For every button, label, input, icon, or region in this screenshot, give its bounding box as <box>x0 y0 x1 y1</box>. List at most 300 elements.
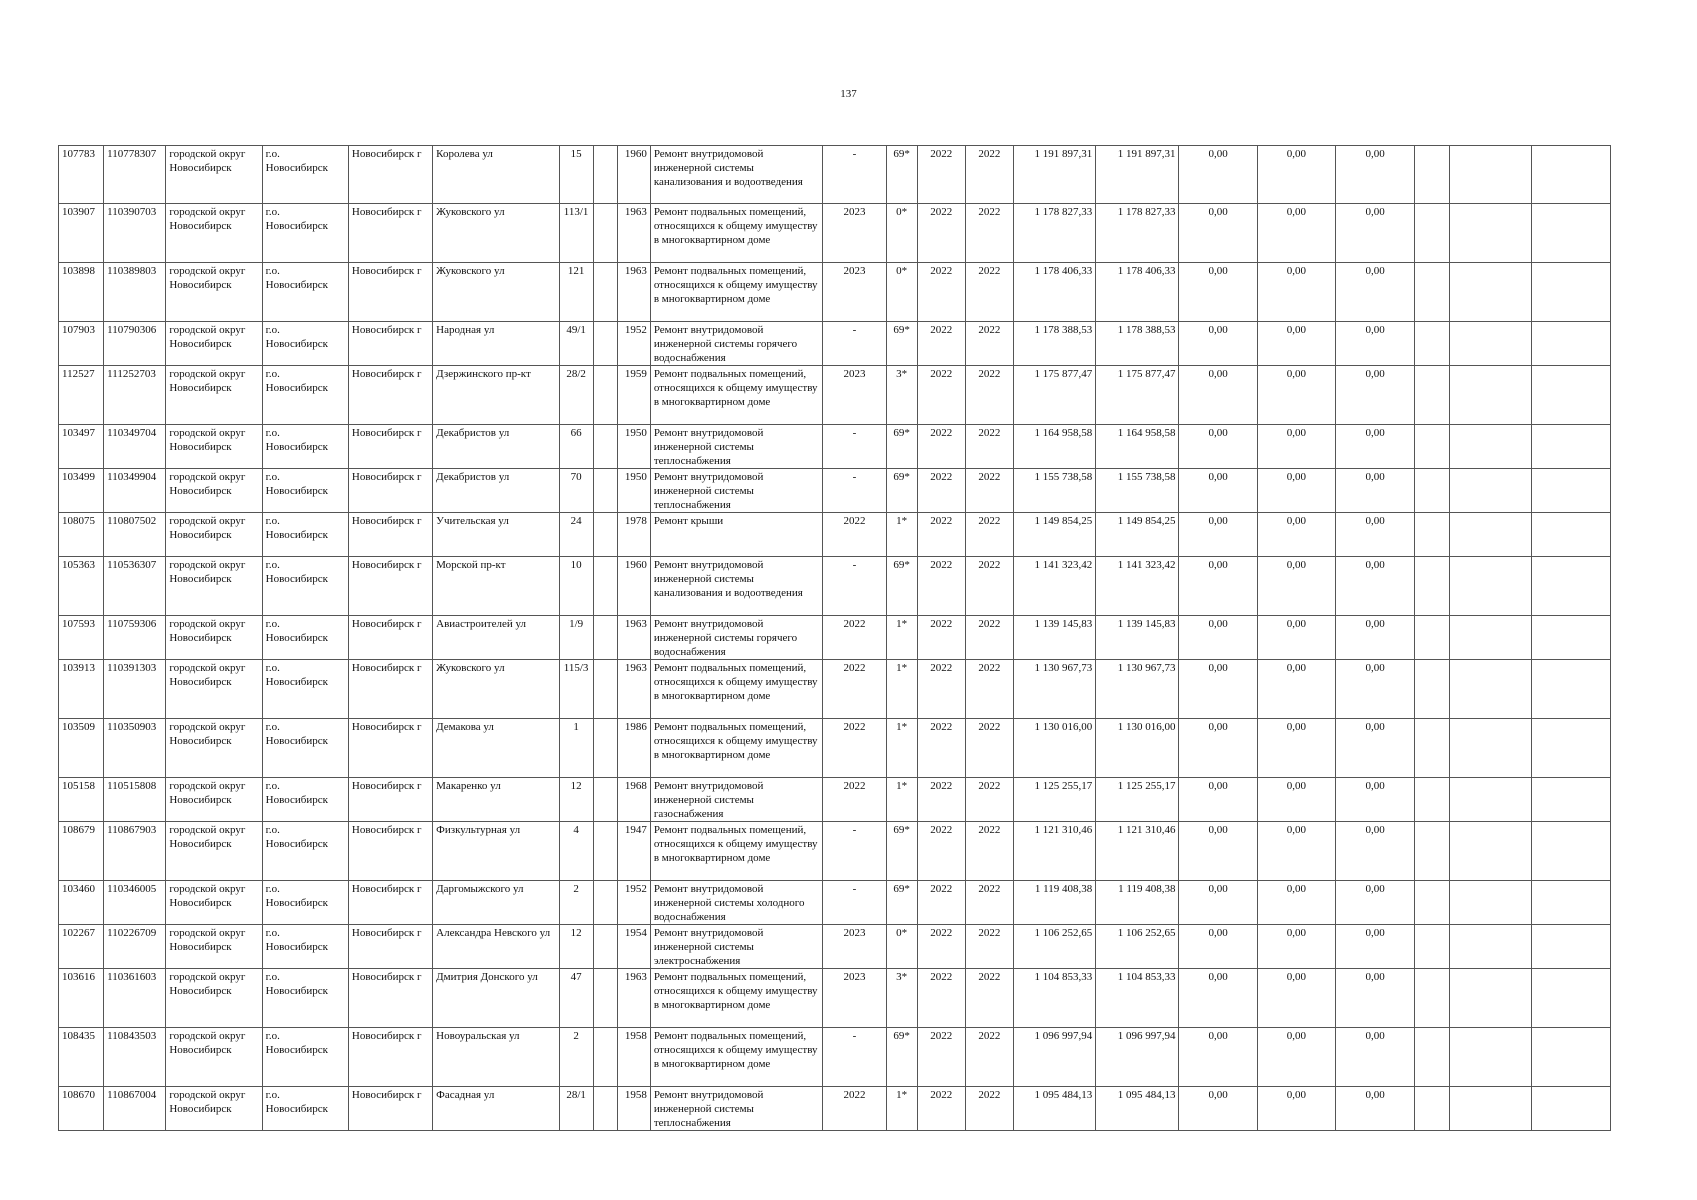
house-number-cell: 66 <box>559 425 593 469</box>
extra3-cell <box>1531 778 1610 822</box>
table-row <box>59 425 1611 469</box>
district-cell: городской округ Новосибирск <box>166 822 262 881</box>
extra1-cell <box>1415 1028 1450 1087</box>
value3-cell: 0,00 <box>1335 204 1414 263</box>
extra2-cell <box>1450 425 1531 469</box>
cost-fund-cell: 1 191 897,31 <box>1096 146 1179 204</box>
extra2-cell <box>1450 719 1531 778</box>
extra1-cell <box>1415 822 1450 881</box>
extra3-cell <box>1531 1028 1610 1087</box>
extra2-cell <box>1450 513 1531 557</box>
work-type-cell: Ремонт внутридомовой инженерной системы газоснабжения <box>650 778 823 822</box>
cost-total-cell: 1 155 738,58 <box>1013 469 1095 513</box>
municipality-cell: г.о. Новосибирск <box>262 1028 348 1087</box>
cost-fund-cell: 1 178 406,33 <box>1096 263 1179 322</box>
value1-cell: 0,00 <box>1179 513 1257 557</box>
plan-start-year-cell: 2022 <box>917 513 965 557</box>
table-row <box>59 925 1611 969</box>
extra3-cell <box>1531 881 1610 925</box>
house-number-cell: 1/9 <box>559 616 593 660</box>
row-code-cell: 110790306 <box>104 322 166 366</box>
survey-year-cell: 2023 <box>823 925 886 969</box>
value2-cell: 0,00 <box>1257 425 1335 469</box>
wear-cell: 69* <box>886 557 917 616</box>
value1-cell: 0,00 <box>1179 660 1257 719</box>
table-row <box>59 366 1611 425</box>
row-id-cell: 103497 <box>59 425 104 469</box>
extra1-cell <box>1415 925 1450 969</box>
block-cell <box>593 616 617 660</box>
street-cell: Декабристов ул <box>433 425 559 469</box>
cost-total-cell: 1 178 406,33 <box>1013 263 1095 322</box>
survey-year-cell: 2022 <box>823 719 886 778</box>
row-code-cell: 110389803 <box>104 263 166 322</box>
plan-start-year-cell: 2022 <box>917 263 965 322</box>
extra1-cell <box>1415 881 1450 925</box>
value2-cell: 0,00 <box>1257 616 1335 660</box>
value1-cell: 0,00 <box>1179 881 1257 925</box>
city-cell: Новосибирск г <box>348 660 432 719</box>
value3-cell: 0,00 <box>1335 425 1414 469</box>
row-code-cell: 110350903 <box>104 719 166 778</box>
row-id-cell: 105363 <box>59 557 104 616</box>
extra1-cell <box>1415 778 1450 822</box>
plan-start-year-cell: 2022 <box>917 557 965 616</box>
value1-cell: 0,00 <box>1179 822 1257 881</box>
plan-start-year-cell: 2022 <box>917 822 965 881</box>
extra3-cell <box>1531 822 1610 881</box>
table-row <box>59 969 1611 1028</box>
work-type-cell: Ремонт подвальных помещений, относящихся к общему имуществу в многоквартирном доме <box>650 969 823 1028</box>
year-built-cell: 1947 <box>617 822 650 881</box>
extra1-cell <box>1415 1087 1450 1131</box>
plan-start-year-cell: 2022 <box>917 719 965 778</box>
extra2-cell <box>1450 204 1531 263</box>
block-cell <box>593 322 617 366</box>
survey-year-cell: - <box>823 822 886 881</box>
plan-start-year-cell: 2022 <box>917 322 965 366</box>
cost-fund-cell: 1 104 853,33 <box>1096 969 1179 1028</box>
street-cell: Александра Невского ул <box>433 925 559 969</box>
row-id-cell: 108679 <box>59 822 104 881</box>
district-cell: городской округ Новосибирск <box>166 778 262 822</box>
year-built-cell: 1960 <box>617 557 650 616</box>
value3-cell: 0,00 <box>1335 616 1414 660</box>
extra3-cell <box>1531 425 1610 469</box>
value2-cell: 0,00 <box>1257 719 1335 778</box>
cost-fund-cell: 1 175 877,47 <box>1096 366 1179 425</box>
row-id-cell: 107783 <box>59 146 104 204</box>
wear-cell: 69* <box>886 1028 917 1087</box>
table-row <box>59 1028 1611 1087</box>
plan-start-year-cell: 2022 <box>917 778 965 822</box>
district-cell: городской округ Новосибирск <box>166 969 262 1028</box>
municipality-cell: г.о. Новосибирск <box>262 469 348 513</box>
value3-cell: 0,00 <box>1335 322 1414 366</box>
wear-cell: 0* <box>886 925 917 969</box>
block-cell <box>593 263 617 322</box>
city-cell: Новосибирск г <box>348 925 432 969</box>
year-built-cell: 1963 <box>617 616 650 660</box>
row-id-cell: 107593 <box>59 616 104 660</box>
plan-start-year-cell: 2022 <box>917 469 965 513</box>
municipality-cell: г.о. Новосибирск <box>262 263 348 322</box>
row-id-cell: 112527 <box>59 366 104 425</box>
row-id-cell: 103907 <box>59 204 104 263</box>
city-cell: Новосибирск г <box>348 822 432 881</box>
district-cell: городской округ Новосибирск <box>166 557 262 616</box>
extra3-cell <box>1531 204 1610 263</box>
work-type-cell: Ремонт внутридомовой инженерной системы холодного водоснабжения <box>650 881 823 925</box>
survey-year-cell: - <box>823 146 886 204</box>
value3-cell: 0,00 <box>1335 925 1414 969</box>
work-type-cell: Ремонт подвальных помещений, относящихся к общему имуществу в многоквартирном доме <box>650 822 823 881</box>
city-cell: Новосибирск г <box>348 204 432 263</box>
cost-total-cell: 1 104 853,33 <box>1013 969 1095 1028</box>
city-cell: Новосибирск г <box>348 322 432 366</box>
extra3-cell <box>1531 146 1610 204</box>
value1-cell: 0,00 <box>1179 557 1257 616</box>
plan-end-year-cell: 2022 <box>965 616 1013 660</box>
city-cell: Новосибирск г <box>348 263 432 322</box>
extra3-cell <box>1531 366 1610 425</box>
cost-fund-cell: 1 149 854,25 <box>1096 513 1179 557</box>
survey-year-cell: - <box>823 322 886 366</box>
house-number-cell: 70 <box>559 469 593 513</box>
work-type-cell: Ремонт внутридомовой инженерной системы горячего водоснабжения <box>650 616 823 660</box>
extra2-cell <box>1450 263 1531 322</box>
value1-cell: 0,00 <box>1179 616 1257 660</box>
row-code-cell: 110778307 <box>104 146 166 204</box>
value1-cell: 0,00 <box>1179 469 1257 513</box>
table-body <box>59 146 1611 1131</box>
value3-cell: 0,00 <box>1335 557 1414 616</box>
extra1-cell <box>1415 366 1450 425</box>
row-code-cell: 110349704 <box>104 425 166 469</box>
plan-start-year-cell: 2022 <box>917 1028 965 1087</box>
block-cell <box>593 822 617 881</box>
row-code-cell: 110867903 <box>104 822 166 881</box>
extra3-cell <box>1531 719 1610 778</box>
house-number-cell: 47 <box>559 969 593 1028</box>
plan-start-year-cell: 2022 <box>917 925 965 969</box>
district-cell: городской округ Новосибирск <box>166 881 262 925</box>
street-cell: Учительская ул <box>433 513 559 557</box>
street-cell: Авиастроителей ул <box>433 616 559 660</box>
value3-cell: 0,00 <box>1335 469 1414 513</box>
extra2-cell <box>1450 822 1531 881</box>
table-row <box>59 322 1611 366</box>
year-built-cell: 1963 <box>617 263 650 322</box>
plan-start-year-cell: 2022 <box>917 660 965 719</box>
year-built-cell: 1958 <box>617 1028 650 1087</box>
extra3-cell <box>1531 263 1610 322</box>
work-type-cell: Ремонт подвальных помещений, относящихся к общему имуществу в многоквартирном доме <box>650 263 823 322</box>
municipality-cell: г.о. Новосибирск <box>262 366 348 425</box>
block-cell <box>593 778 617 822</box>
municipality-cell: г.о. Новосибирск <box>262 513 348 557</box>
plan-start-year-cell: 2022 <box>917 146 965 204</box>
municipality-cell: г.о. Новосибирск <box>262 660 348 719</box>
block-cell <box>593 719 617 778</box>
house-number-cell: 28/1 <box>559 1087 593 1131</box>
year-built-cell: 1978 <box>617 513 650 557</box>
plan-start-year-cell: 2022 <box>917 969 965 1028</box>
wear-cell: 0* <box>886 263 917 322</box>
municipality-cell: г.о. Новосибирск <box>262 322 348 366</box>
year-built-cell: 1950 <box>617 425 650 469</box>
table-row <box>59 1087 1611 1131</box>
survey-year-cell: 2023 <box>823 204 886 263</box>
table-row <box>59 469 1611 513</box>
value1-cell: 0,00 <box>1179 322 1257 366</box>
extra3-cell <box>1531 1087 1610 1131</box>
work-type-cell: Ремонт внутридомовой инженерной системы теплоснабжения <box>650 1087 823 1131</box>
value3-cell: 0,00 <box>1335 1087 1414 1131</box>
row-code-cell: 110390703 <box>104 204 166 263</box>
year-built-cell: 1954 <box>617 925 650 969</box>
page-number: 137 <box>840 88 857 100</box>
cost-total-cell: 1 106 252,65 <box>1013 925 1095 969</box>
extra3-cell <box>1531 925 1610 969</box>
year-built-cell: 1963 <box>617 660 650 719</box>
table-row <box>59 660 1611 719</box>
work-type-cell: Ремонт крыши <box>650 513 823 557</box>
district-cell: городской округ Новосибирск <box>166 366 262 425</box>
wear-cell: 0* <box>886 204 917 263</box>
cost-fund-cell: 1 106 252,65 <box>1096 925 1179 969</box>
plan-end-year-cell: 2022 <box>965 146 1013 204</box>
survey-year-cell: - <box>823 557 886 616</box>
year-built-cell: 1952 <box>617 881 650 925</box>
city-cell: Новосибирск г <box>348 881 432 925</box>
row-code-cell: 110536307 <box>104 557 166 616</box>
district-cell: городской округ Новосибирск <box>166 660 262 719</box>
extra2-cell <box>1450 925 1531 969</box>
extra3-cell <box>1531 469 1610 513</box>
municipality-cell: г.о. Новосибирск <box>262 778 348 822</box>
extra3-cell <box>1531 557 1610 616</box>
block-cell <box>593 881 617 925</box>
year-built-cell: 1960 <box>617 146 650 204</box>
block-cell <box>593 557 617 616</box>
house-number-cell: 15 <box>559 146 593 204</box>
extra2-cell <box>1450 881 1531 925</box>
value2-cell: 0,00 <box>1257 660 1335 719</box>
plan-end-year-cell: 2022 <box>965 660 1013 719</box>
extra1-cell <box>1415 969 1450 1028</box>
survey-year-cell: 2023 <box>823 969 886 1028</box>
house-number-cell: 1 <box>559 719 593 778</box>
street-cell: Морской пр-кт <box>433 557 559 616</box>
extra2-cell <box>1450 616 1531 660</box>
cost-fund-cell: 1 096 997,94 <box>1096 1028 1179 1087</box>
street-cell: Жуковского ул <box>433 660 559 719</box>
city-cell: Новосибирск г <box>348 469 432 513</box>
extra3-cell <box>1531 969 1610 1028</box>
house-number-cell: 49/1 <box>559 322 593 366</box>
row-code-cell: 110349904 <box>104 469 166 513</box>
survey-year-cell: - <box>823 425 886 469</box>
value1-cell: 0,00 <box>1179 925 1257 969</box>
municipality-cell: г.о. Новосибирск <box>262 822 348 881</box>
row-code-cell: 110843503 <box>104 1028 166 1087</box>
house-number-cell: 10 <box>559 557 593 616</box>
wear-cell: 1* <box>886 513 917 557</box>
plan-start-year-cell: 2022 <box>917 425 965 469</box>
value3-cell: 0,00 <box>1335 513 1414 557</box>
block-cell <box>593 146 617 204</box>
plan-end-year-cell: 2022 <box>965 969 1013 1028</box>
extra2-cell <box>1450 660 1531 719</box>
district-cell: городской округ Новосибирск <box>166 719 262 778</box>
row-id-cell: 103460 <box>59 881 104 925</box>
row-code-cell: 110391303 <box>104 660 166 719</box>
table-row <box>59 616 1611 660</box>
cost-total-cell: 1 139 145,83 <box>1013 616 1095 660</box>
survey-year-cell: - <box>823 469 886 513</box>
survey-year-cell: - <box>823 1028 886 1087</box>
value2-cell: 0,00 <box>1257 822 1335 881</box>
cost-fund-cell: 1 178 827,33 <box>1096 204 1179 263</box>
plan-end-year-cell: 2022 <box>965 425 1013 469</box>
district-cell: городской округ Новосибирск <box>166 513 262 557</box>
wear-cell: 1* <box>886 660 917 719</box>
district-cell: городской округ Новосибирск <box>166 925 262 969</box>
survey-year-cell: 2022 <box>823 1087 886 1131</box>
cost-fund-cell: 1 125 255,17 <box>1096 778 1179 822</box>
cost-total-cell: 1 125 255,17 <box>1013 778 1095 822</box>
extra1-cell <box>1415 557 1450 616</box>
work-type-cell: Ремонт внутридомовой инженерной системы электроснабжения <box>650 925 823 969</box>
block-cell <box>593 969 617 1028</box>
district-cell: городской округ Новосибирск <box>166 469 262 513</box>
municipality-cell: г.о. Новосибирск <box>262 719 348 778</box>
district-cell: городской округ Новосибирск <box>166 616 262 660</box>
block-cell <box>593 366 617 425</box>
year-built-cell: 1950 <box>617 469 650 513</box>
city-cell: Новосибирск г <box>348 513 432 557</box>
value1-cell: 0,00 <box>1179 719 1257 778</box>
municipality-cell: г.о. Новосибирск <box>262 969 348 1028</box>
city-cell: Новосибирск г <box>348 146 432 204</box>
extra1-cell <box>1415 322 1450 366</box>
street-cell: Дмитрия Донского ул <box>433 969 559 1028</box>
work-type-cell: Ремонт внутридомовой инженерной системы канализования и водоотведения <box>650 146 823 204</box>
house-number-cell: 28/2 <box>559 366 593 425</box>
plan-end-year-cell: 2022 <box>965 204 1013 263</box>
row-code-cell: 110807502 <box>104 513 166 557</box>
row-code-cell: 110867004 <box>104 1087 166 1131</box>
district-cell: городской округ Новосибирск <box>166 263 262 322</box>
value3-cell: 0,00 <box>1335 822 1414 881</box>
house-number-cell: 12 <box>559 778 593 822</box>
cost-fund-cell: 1 141 323,42 <box>1096 557 1179 616</box>
survey-year-cell: 2023 <box>823 263 886 322</box>
work-type-cell: Ремонт подвальных помещений, относящихся к общему имуществу в многоквартирном доме <box>650 204 823 263</box>
wear-cell: 1* <box>886 719 917 778</box>
value1-cell: 0,00 <box>1179 778 1257 822</box>
extra1-cell <box>1415 616 1450 660</box>
table-row <box>59 881 1611 925</box>
table-row <box>59 719 1611 778</box>
row-code-cell: 110361603 <box>104 969 166 1028</box>
city-cell: Новосибирск г <box>348 969 432 1028</box>
value3-cell: 0,00 <box>1335 366 1414 425</box>
cost-fund-cell: 1 139 145,83 <box>1096 616 1179 660</box>
cost-fund-cell: 1 121 310,46 <box>1096 822 1179 881</box>
city-cell: Новосибирск г <box>348 425 432 469</box>
cost-total-cell: 1 095 484,13 <box>1013 1087 1095 1131</box>
cost-total-cell: 1 119 408,38 <box>1013 881 1095 925</box>
street-cell: Королева ул <box>433 146 559 204</box>
house-number-cell: 121 <box>559 263 593 322</box>
cost-total-cell: 1 141 323,42 <box>1013 557 1095 616</box>
survey-year-cell: 2022 <box>823 513 886 557</box>
extra2-cell <box>1450 1087 1531 1131</box>
extra2-cell <box>1450 557 1531 616</box>
value2-cell: 0,00 <box>1257 969 1335 1028</box>
extra3-cell <box>1531 322 1610 366</box>
value1-cell: 0,00 <box>1179 1028 1257 1087</box>
street-cell: Жуковского ул <box>433 263 559 322</box>
value3-cell: 0,00 <box>1335 660 1414 719</box>
wear-cell: 1* <box>886 616 917 660</box>
year-built-cell: 1959 <box>617 366 650 425</box>
cost-fund-cell: 1 155 738,58 <box>1096 469 1179 513</box>
work-type-cell: Ремонт внутридомовой инженерной системы канализования и водоотведения <box>650 557 823 616</box>
work-type-cell: Ремонт подвальных помещений, относящихся к общему имуществу в многоквартирном доме <box>650 660 823 719</box>
city-cell: Новосибирск г <box>348 1087 432 1131</box>
cost-total-cell: 1 178 827,33 <box>1013 204 1095 263</box>
wear-cell: 1* <box>886 1087 917 1131</box>
value1-cell: 0,00 <box>1179 1087 1257 1131</box>
value1-cell: 0,00 <box>1179 425 1257 469</box>
cost-fund-cell: 1 130 016,00 <box>1096 719 1179 778</box>
extra1-cell <box>1415 719 1450 778</box>
wear-cell: 69* <box>886 322 917 366</box>
city-cell: Новосибирск г <box>348 778 432 822</box>
plan-start-year-cell: 2022 <box>917 616 965 660</box>
wear-cell: 3* <box>886 366 917 425</box>
repair-register-table <box>58 145 1611 1131</box>
city-cell: Новосибирск г <box>348 557 432 616</box>
district-cell: городской округ Новосибирск <box>166 204 262 263</box>
street-cell: Жуковского ул <box>433 204 559 263</box>
wear-cell: 69* <box>886 881 917 925</box>
city-cell: Новосибирск г <box>348 366 432 425</box>
extra1-cell <box>1415 513 1450 557</box>
block-cell <box>593 425 617 469</box>
row-code-cell: 110759306 <box>104 616 166 660</box>
value1-cell: 0,00 <box>1179 204 1257 263</box>
block-cell <box>593 513 617 557</box>
year-built-cell: 1963 <box>617 969 650 1028</box>
block-cell <box>593 925 617 969</box>
street-cell: Демакова ул <box>433 719 559 778</box>
extra2-cell <box>1450 366 1531 425</box>
municipality-cell: г.о. Новосибирск <box>262 616 348 660</box>
value2-cell: 0,00 <box>1257 204 1335 263</box>
cost-fund-cell: 1 095 484,13 <box>1096 1087 1179 1131</box>
municipality-cell: г.о. Новосибирск <box>262 425 348 469</box>
value3-cell: 0,00 <box>1335 146 1414 204</box>
extra1-cell <box>1415 660 1450 719</box>
work-type-cell: Ремонт подвальных помещений, относящихся к общему имуществу в многоквартирном доме <box>650 719 823 778</box>
wear-cell: 69* <box>886 469 917 513</box>
cost-total-cell: 1 175 877,47 <box>1013 366 1095 425</box>
district-cell: городской округ Новосибирск <box>166 425 262 469</box>
